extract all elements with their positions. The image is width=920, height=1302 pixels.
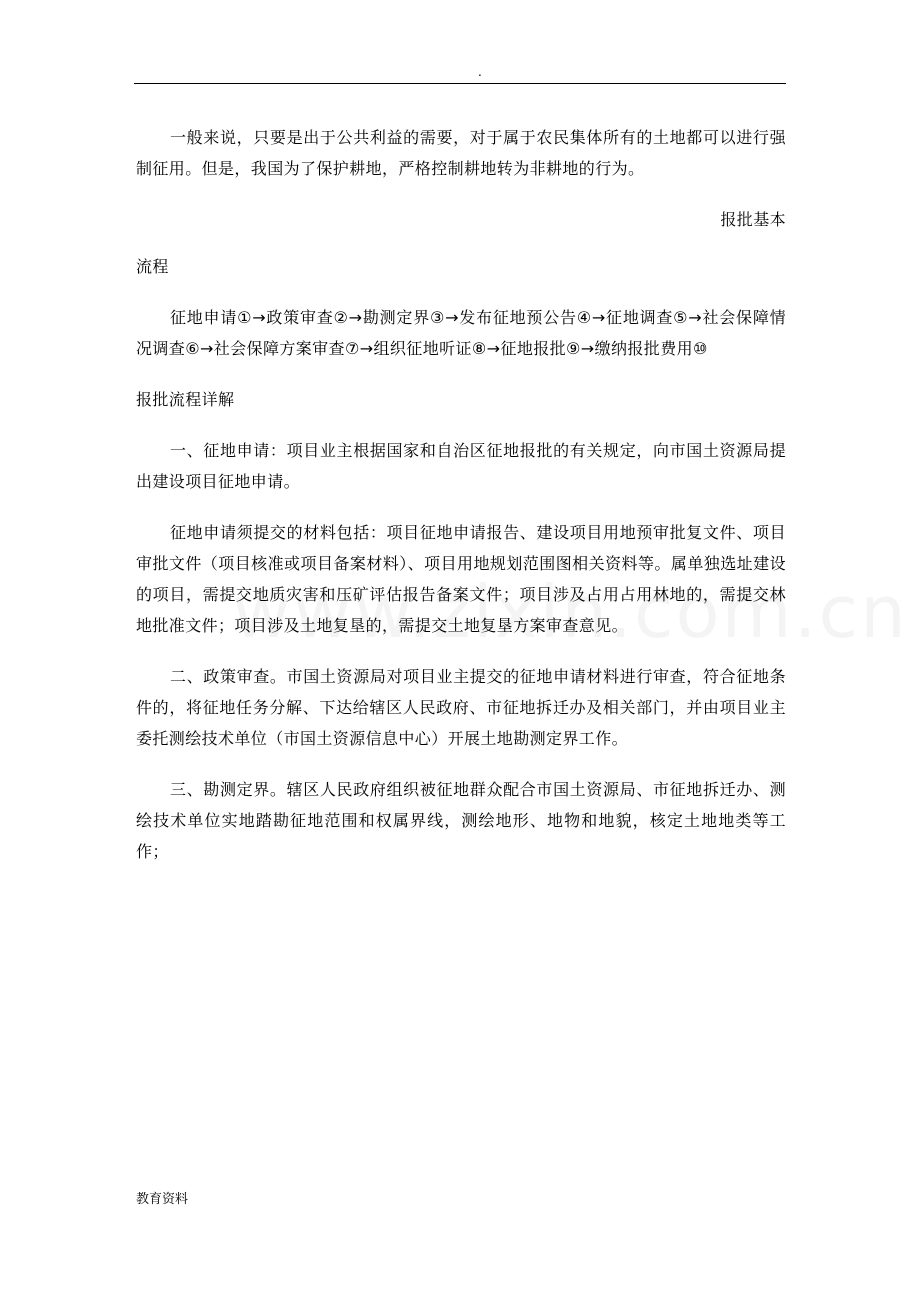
step1-materials-paragraph: 征地申请须提交的材料包括：项目征地申请报告、建设项目用地预审批复文件、项目审批文件（项目核准或项目备案材料）、项目用地规划范围图相关资料等。属单独选址建设的项目，需提交地质灾害和压矿评估报告备案文件；项目涉及占用占用林地的，需提交林地批准文件；项目涉及土地复垦的，需提交土地复垦方案审查意见。 xyxy=(136,523,786,635)
intro-paragraph: 一般来说，只要是出于公共利益的需要，对于属于农民集体所有的土地都可以进行强制征用。但是，我国为了保护耕地，严格控制耕地转为非耕地的行为。 xyxy=(136,128,786,178)
detail-heading: 报批流程详解 xyxy=(136,390,235,409)
step1-paragraph: 一、征地申请：项目业主根据国家和自治区征地报批的有关规定，向市国土资源局提出建设项目征地申请。 xyxy=(136,441,786,491)
header-rule xyxy=(134,83,786,84)
heading-basic-process-part1: 报批基本 xyxy=(720,210,786,229)
heading-basic-process-part2: 流程 xyxy=(136,257,169,276)
flow-paragraph: 征地申请①→政策审查②→勘测定界③→发布征地预公告④→征地调查⑤→社会保障情况调查⑥→社会保障方案审查⑦→组织征地听证⑧→征地报批⑨→缴纳报批费用⑩ xyxy=(136,308,786,358)
step2-paragraph: 二、政策审查。市国土资源局对项目业主提交的征地申请材料进行审查，符合征地条件的，将征地任务分解、下达给辖区人民政府、市征地拆迁办及相关部门，并由项目业主委托测绘技术单位（市国土资源信息中心）开展土地勘测定界工作。 xyxy=(136,667,786,748)
header-mark: . xyxy=(478,65,482,79)
document-body xyxy=(136,122,786,867)
footer-label: 教育资料 xyxy=(136,1192,189,1207)
step3-paragraph: 三、勘测定界。辖区人民政府组织被征地群众配合市国土资源局、市征地拆迁办、测绘技术单位实地踏勘征地范围和权属界线，测绘地形、地物和地貌，核定土地地类等工作； xyxy=(136,780,786,861)
